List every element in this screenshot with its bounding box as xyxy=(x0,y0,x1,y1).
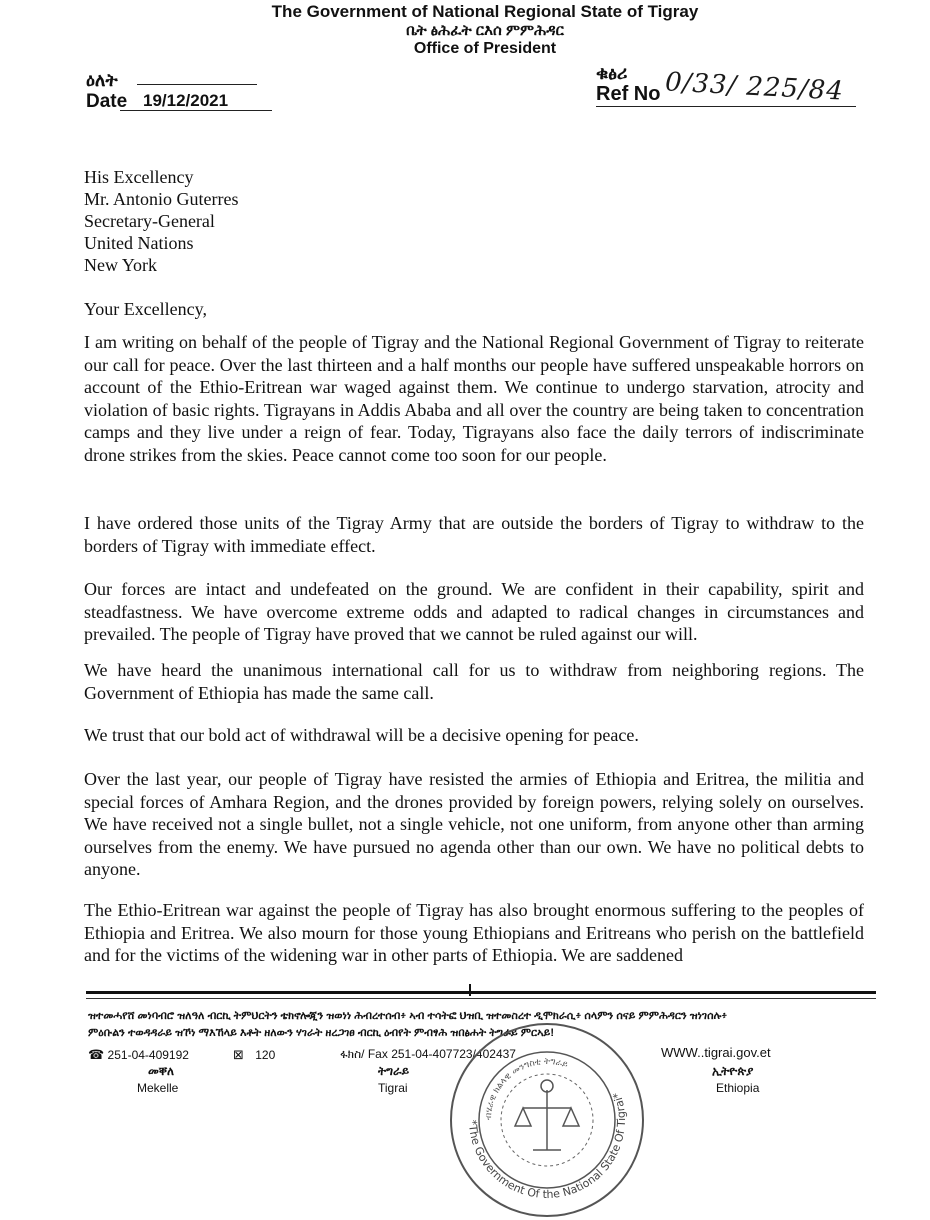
footer-pobox-number: 120 xyxy=(255,1048,276,1062)
body-paragraph-7: The Ethio-Eritrean war against the people of Tigray has also brought enormous suffering to the peoples of Ethiopia and Eritrea. We also mourn for those young Ethiopians and Eritreans who perish on the battlefield and for the victims of the widening war in other parts of Ethiopia. We are saddened xyxy=(84,900,864,965)
official-seal xyxy=(447,1020,647,1220)
seal-text-outer: *The Government Of the National State Of Tigrai* xyxy=(465,1090,629,1202)
footer-region: Tigrai xyxy=(378,1081,408,1095)
date-value: 19/12/2021 xyxy=(143,91,229,110)
seal-emblem-icon xyxy=(515,1080,579,1150)
body-paragraph-2: I have ordered those units of the Tigray Army that are outside the borders of Tigray to withdraw to the borders of Tigray with immediate effect. xyxy=(84,513,864,556)
footer-rule xyxy=(86,991,876,994)
body-paragraph-5: We trust that our bold act of withdrawal will be a decisive opening for peace. xyxy=(84,725,639,745)
footer-fax-label: ፋክስ/ Fax xyxy=(340,1047,388,1061)
footer-country-amharic: ኢትዮጵያ xyxy=(712,1064,754,1078)
ref-label-amharic: ቁፅሪ xyxy=(596,63,628,83)
footer-rule-thin xyxy=(86,998,876,999)
footer-motto-line-2: ምዕቡልን ተወዳዳራይ ዝኾነ ማእኸላይ እቶት ዘለውን ሃገራት ዘረጋገፀ ብርኪ ዕብየት ምብፃሕ ዝበፅሐት ትግራይ ምርኣይ! xyxy=(88,1027,554,1039)
ref-value-handwritten: 0/33/ 225/84 xyxy=(664,67,845,107)
footer-rule-tick xyxy=(469,984,471,996)
date-amharic-line xyxy=(137,84,257,85)
body-paragraph-4: We have heard the unanimous international call for us to withdraw from neighboring regions. The Government of Ethiopia has made the same call. xyxy=(84,660,864,703)
ref-underline xyxy=(596,106,856,107)
footer-city: Mekelle xyxy=(137,1081,179,1095)
footer-city-amharic: መቐለ xyxy=(148,1064,175,1078)
recipient-line-1: His Excellency xyxy=(84,167,194,187)
body-paragraph-1: I am writing on behalf of the people of Tigray and the National Regional Government of Tigray to reiterate our call for peace. Over the last thirteen and a half months our people have suffered unspeakable horrors on account of the Ethio-Eritrean war waged against them. We continue to undergo starvation, atrocity and violation of basic rights. Tigrayans in Addis Ababa and all over the country are being taken to concentration camps and they live under a reign of fear. Today, Tigrayans also face the daily terrors of indiscriminate drone strikes from the skies. Peace cannot come too soon for our people. xyxy=(84,332,864,465)
recipient-line-4: United Nations xyxy=(84,233,194,253)
mailbox-icon: ⊠ xyxy=(233,1047,244,1062)
seal-text-inner: ብሄራዊ ክልላዊ መንግስቲ ትግራይ xyxy=(483,1056,570,1121)
footer-pobox xyxy=(233,1047,275,1063)
footer-phone-number: 251-04-409192 xyxy=(107,1048,189,1062)
letterhead-office: Office of President xyxy=(413,40,557,57)
date-underline xyxy=(120,110,272,111)
phone-icon: ☎ xyxy=(88,1047,105,1062)
letterhead-government: The Government of National Regional State of Tigray xyxy=(271,2,699,21)
date-label-amharic: ዕለት xyxy=(86,70,118,90)
date-label: Date xyxy=(86,91,128,112)
body-paragraph-3: Our forces are intact and undefeated on the ground. We are confident in their capability, spirit and steadfastness. We have overcome extreme odds and adapted to radical changes in circumstances and prevailed. The people of Tigray have proved that we cannot be ruled against our will. xyxy=(84,579,864,644)
letterhead-government-amharic: ቤት ፅሕፈት ርእሰ ምምሕዳር xyxy=(406,22,564,39)
recipient-line-5: New York xyxy=(84,255,158,275)
recipient-line-2: Mr. Antonio Guterres xyxy=(84,189,239,209)
body-paragraph-6: Over the last year, our people of Tigray have resisted the armies of Ethiopia and Eritrea, the militia and special forces of Amhara Region, and the drones provided by foreign powers, relying solely on ourselves. We have received not a single bullet, not a single vehicle, not one uniform, from anyone other than arming ourselves from the enemy. We have pursued no agenda other than our own. We have no political debts to anyone. xyxy=(84,769,864,879)
footer-fax-number: 251-04-407723/402437 xyxy=(391,1047,516,1061)
footer-phone xyxy=(88,1047,189,1063)
footer-website: WWW..tigrai.gov.et xyxy=(661,1045,771,1060)
footer-country: Ethiopia xyxy=(716,1081,760,1095)
footer-motto-line-1: ዝተመሓየሸ መነባብሮ ዝለዓለ ብርኪ ትምህርትን ቴክኖሎጂን ዝወነነ ሕብረተሰብ፥ ኣብ ተሳትፎ ህዝቢ ዝተመስረተ ዲሞክራሲ፥ ሰላምን ሰናይ ምምሕዳርን ዝነገሰሉ፥ xyxy=(88,1010,728,1022)
ref-label: Ref No xyxy=(596,83,661,105)
recipient-line-3: Secretary-General xyxy=(84,211,215,231)
footer-region-amharic: ትግራይ xyxy=(378,1064,410,1078)
salutation: Your Excellency, xyxy=(84,299,207,319)
